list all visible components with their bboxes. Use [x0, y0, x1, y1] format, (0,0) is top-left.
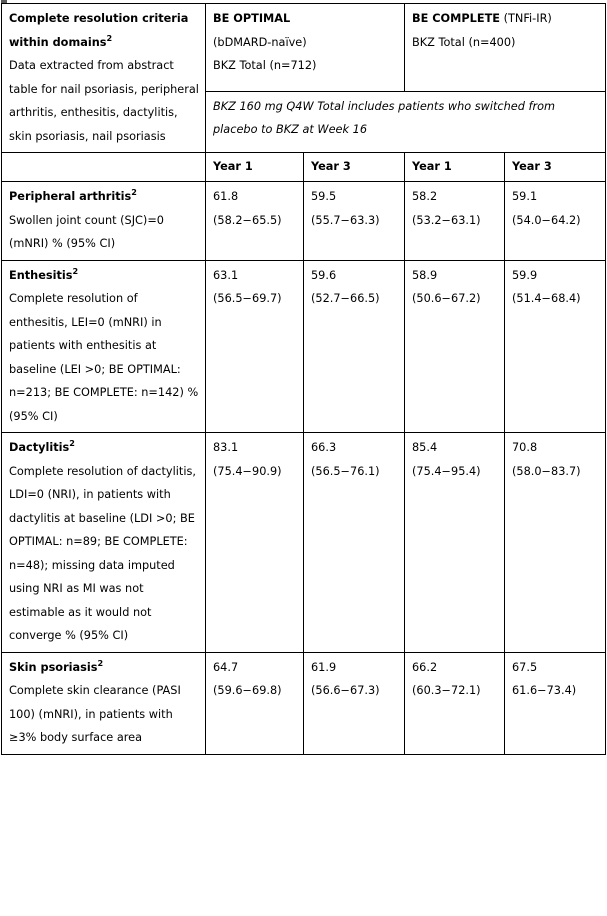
confidence-interval: (58.0−83.7) [512, 464, 581, 478]
row-title: Dactylitis$^2$ [9, 438, 75, 454]
table-row [2, 260, 606, 433]
confidence-interval: (56.5−69.7) [213, 292, 282, 305]
estimate: 66.3 [311, 441, 337, 454]
confidence-interval: (55.7−63.3) [311, 213, 380, 227]
row-title: Peripheral arthritis$^2$ [9, 187, 137, 203]
confidence-interval: (51.4−68.4) [512, 292, 581, 305]
column-header-optimal-year1: Year 1 [206, 153, 304, 182]
cell-value [206, 433, 304, 653]
estimate: 85.4 [412, 441, 438, 454]
header-study-be-optimal [206, 4, 405, 92]
row-label-skin-psoriasis [2, 652, 206, 754]
confidence-interval: (52.7−66.5) [311, 292, 380, 305]
footnote-marker: 2 [97, 657, 104, 668]
cell-value [405, 652, 505, 754]
header-study-be-complete [405, 4, 606, 92]
study-a-name: BE OPTIMAL [213, 12, 291, 25]
cell-value [505, 260, 606, 433]
footnote-marker: 2 [131, 187, 137, 198]
row-description: Complete skin clearance (PASI 100) (mNRI), in patients with ≥3% body surface area [9, 684, 181, 744]
year-header-empty-label [2, 153, 206, 182]
row-description: Complete resolution of enthesitis, LEI=0 (mNRI) in patients with enthesitis at baseline (LEI >0; BE OPTIMAL: n=213; BE COMPLETE: n=142) % (95% CI) [9, 292, 199, 423]
footnote-marker: 2 [69, 438, 75, 449]
table-row [2, 433, 606, 653]
clinical-outcomes-table [1, 3, 606, 755]
row-title: Skin psoriasis$^2$ [9, 657, 104, 674]
cell-value [405, 433, 505, 653]
table-header-row [2, 4, 606, 92]
cell-value [206, 652, 304, 754]
estimate: 66.2 [412, 660, 438, 674]
row-description: Complete resolution of dactylitis, LDI=0 (NRI), in patients with dactylitis at baseline (LDI >0; BE OPTIMAL: n=89; BE COMPLETE: n=48); missing data imputed using NRI as MI was not estimable as it would not converge % (95% CI) [9, 464, 196, 642]
cell-value [405, 260, 505, 433]
cell-value [304, 182, 405, 261]
footnote-marker: 2 [72, 265, 79, 276]
table-row [2, 652, 606, 754]
row-label-enthesitis [2, 260, 206, 433]
estimate: 63.1 [213, 268, 239, 282]
estimate: 59.6 [311, 268, 337, 282]
row-title: Enthesitis$^2$ [9, 265, 79, 282]
column-header-optimal-year3: Year 3 [304, 153, 405, 182]
row-description: Swollen joint count (SJC)=0 (mNRI) % (95% CI) [9, 213, 164, 250]
cell-value [304, 260, 405, 433]
confidence-interval: (75.4−90.9) [213, 464, 282, 478]
confidence-interval: (60.3−72.1) [412, 684, 481, 697]
cell-value [505, 652, 606, 754]
cell-value [304, 433, 405, 653]
header-criteria-title: Complete resolution criteria within domains$^2$ [9, 12, 189, 49]
estimate: 61.8 [213, 190, 239, 203]
cell-value [206, 260, 304, 433]
cell-value [304, 652, 405, 754]
estimate: 61.9 [311, 660, 337, 674]
confidence-interval: (56.5−76.1) [311, 464, 380, 478]
footnote-marker: 2 [106, 32, 113, 43]
study-a-total: BKZ Total (n=712) [213, 59, 317, 72]
row-label-peripheral-arthritis [2, 182, 206, 261]
confidence-interval: (50.6−67.2) [412, 292, 481, 305]
column-header-complete-year1: Year 1 [405, 153, 505, 182]
column-header-complete-year3: Year 3 [505, 153, 606, 182]
confidence-interval: 61.6−73.4) [512, 684, 577, 697]
confidence-interval: (54.0−64.2) [512, 213, 581, 227]
estimate: 58.9 [412, 268, 438, 282]
confidence-interval: (56.6−67.3) [311, 684, 380, 697]
row-label-dactylitis [2, 433, 206, 653]
confidence-interval: (58.2−65.5) [213, 213, 282, 227]
cell-value [405, 182, 505, 261]
table-row [2, 182, 606, 261]
estimate: 58.2 [412, 190, 438, 203]
estimate: 59.9 [512, 268, 538, 282]
header-criteria-body: Data extracted from abstract table for nail psoriasis, peripheral arthritis, enthesitis, dactylitis, skin psoriasis, nail psoriasis [9, 59, 199, 143]
study-b-total: BKZ Total (n=400) [412, 35, 516, 49]
study-b-name: BE COMPLETE [412, 12, 501, 25]
confidence-interval: (59.6−69.8) [213, 684, 282, 697]
estimate: 70.8 [512, 441, 538, 454]
cell-value [206, 182, 304, 261]
estimate: 83.1 [213, 441, 239, 454]
estimate: 59.1 [512, 190, 538, 203]
confidence-interval: (75.4−95.4) [412, 464, 481, 478]
estimate: 67.5 [512, 660, 538, 674]
cell-value [505, 182, 606, 261]
study-b-qualifier: (TNFi-IR) [500, 12, 552, 25]
header-criteria-cell [2, 4, 206, 153]
estimate: 59.5 [311, 190, 337, 203]
scan-artifact-mark [1, 0, 7, 3]
cell-value [505, 433, 606, 653]
estimate: 64.7 [213, 660, 239, 674]
dosing-note-cell: BKZ 160 mg Q4W Total includes patients who switched from placebo to BKZ at Week 16 [206, 91, 606, 152]
confidence-interval: (53.2−63.1) [412, 213, 481, 227]
study-a-population: (bDMARD-naïve) [213, 35, 307, 49]
table-year-header-row [2, 153, 606, 182]
